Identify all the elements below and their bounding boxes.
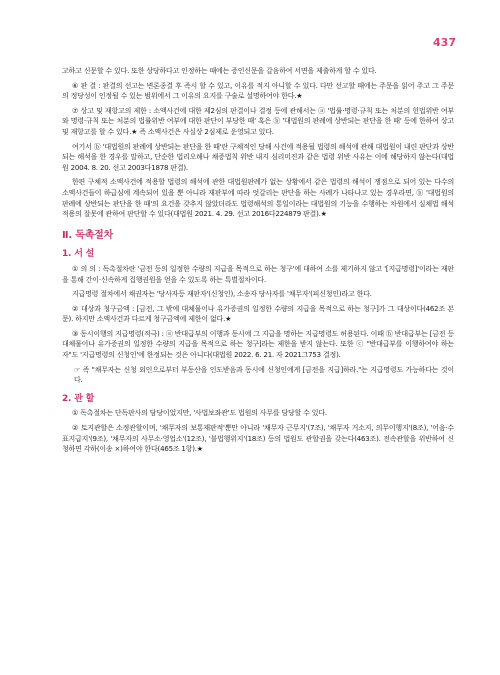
body-paragraph: 지급명령 절차에서 채권자는 '당사자등 재판자'(신청인), 소송자 당사자를 '채무자'(피신청인)라고 한다. (72, 290, 372, 299)
intro-paragraph: 한편 구체적 소액사건에 적용할 법령의 해석에 관한 대법원판례가 없는 상황에서 같은 법령의 해석이 쟁점으로 되어 있는 다수의 소액사건들이 하급심에 계속되어 있을 뿐 아니라 재판부에 따라 엇갈리는 판단을 하는 사례가 나타나고 있는 경우라면, ⓑ '대법원의 판례에 상반되는 판단을 한 때'의 요건을 갖추지 않았더라도 법령해석의 통일이라는 대법원의 기능을 수행하는 차원에서 실체법 해석적용의 잘못에 관하여 판단할 수 있다(대법원 2021. 4. 29. 선고 2016다224879 판결).★ (62, 178, 454, 219)
intro-paragraph: 여기서 ⓑ '대법원의 판례에 상반되는 판단을 한 때'란 구체적인 당해 사건에 적용될 법령의 해석에 관해 대법원이 내린 판단과 상반되는 해석을 한 경우를 말하고, 단순한 법리오해나 채증법칙 위반 내지 심리미진과 같은 법령 위반 사유는 이에 해당하지 않는다(대법원 2004. 8. 20. 선고 2003다1878 판결). (62, 142, 454, 172)
document-body (62, 66, 454, 459)
intro-paragraph: 고하고 신문할 수 있다. 또한 상당하다고 인정하는 때에는 증인신문을 갈음하여 서면을 제출하게 할 수 있다. (62, 67, 377, 75)
reference-note: ☞ 즉 "채무자는 신청 외인으로부터 부동산을 인도받음과 동시에 신청인에게 [금전을 지급]하라."는 지급명령도 가능하다는 것이다. (74, 365, 454, 385)
body-paragraph: ① 의 의 : 독촉절차란 '금전 등의 일정한 수량의 지급을 목적으로 하는 청구'에 대하여 소를 제기하지 않고 '[지급명령]'이라는 재판을 통해 간이·신속하게 집행권원을 얻을 수 있도록 하는 특별절차이다. (62, 264, 454, 284)
subsection-title: 1. 서 설 (62, 249, 95, 260)
subsection-title: 2. 관 할 (62, 393, 95, 404)
intro-paragraph: ⑦ 상고 및 재항고의 제한 : 소액사건에 대한 제2심의 판결이나 결정 등에 관해서는 ⓐ '법률·명령·규칙 또는 처분의 헌법위반 여부와 명령·규칙 또는 처분의 법률위반 여부에 대한 판단이 부당한 때' 혹은 ⓑ '대법원의 판례에 상반되는 판단을 한 때' 등에 한하여 상고 및 재항고를 할 수 있다.★ 즉 소액사건은 사실상 2심제로 운영되고 있다. (62, 106, 454, 136)
body-paragraph: ② 대상과 청구금액 : [금전, 그 밖에 대체물이나 유가증권의 일정한 수량의 지급을 목적으로 하는 청구]가 그 대상이다(462조 본문). 하지만 소액사건과 다르게 청구금액에 제한이 없다.★ (62, 304, 454, 324)
intro-paragraph: ⑥ 판 결 : 판결의 선고는 변론종결 후 즉시 할 수 있고, 이유를 적지 아니할 수 있다. 다만 선고할 때에는 주문을 읽어 주고 그 주문의 정당성이 인정될 수 있는 범위에서 그 이유의 요지를 구술로 설명하여야 한다.★ (62, 81, 454, 101)
section-title: Ⅱ. 독촉절차 (62, 229, 114, 241)
page-number: 437 (433, 36, 456, 49)
body-paragraph: ① 독촉절차는 단독판사의 담당이었지만, '사법보좌관'도 법원의 사무를 담당할 수 있다. (72, 409, 327, 418)
body-paragraph: ② 토지관할은 소정관할이며, '채무자의 보통재판적'뿐만 아니라 '채무자 근무지'(7조), '채무자 거소지, 의무이행지'(8조), '어음·수표지급지'(9조), '채무자의 사무소·영업소'(12조), '불법행위지'(18조) 등의 법원도 관할권을 갖는다(463조). 전속관할을 위반하여 신청하면 각하(이송 ×)하여야 한다(465조 1항).★ (62, 424, 454, 454)
body-paragraph: ③ 동시이행의 지급명령(적극) : ⓐ 반대급부의 이행과 동시에 그 지급을 명하는 지급명령도 허용된다. 이때 ⓑ 반대급부는 [금전 등 대체물이나 유가증권의 일정한 수량의 지급을 목적으로 하는 청구]라는 제한을 받지 않는다. 또한 ⓒ "반대급부를 이행하여야 하는 자"도 '지급명령의 신청인'에 한정되는 것은 아니다(대법원 2022. 6. 21. 자 2021그753 결정). (62, 329, 454, 360)
